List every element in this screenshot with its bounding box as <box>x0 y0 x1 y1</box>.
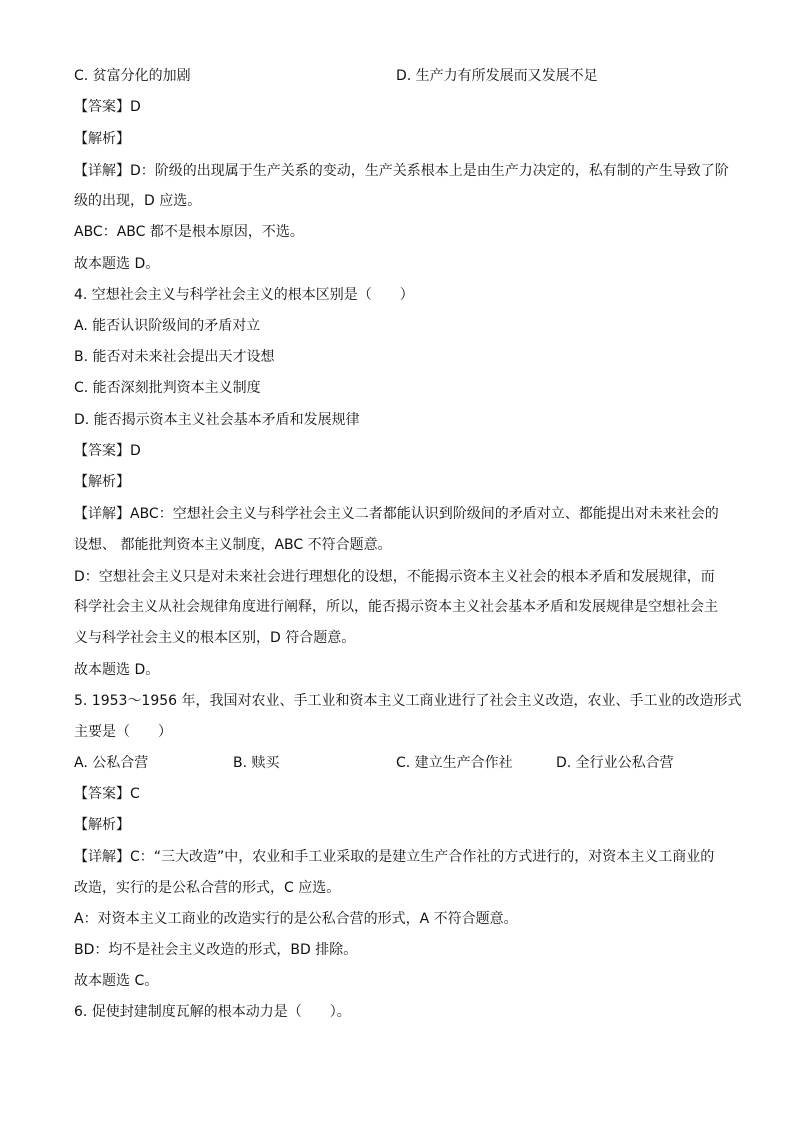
q5-analysis-label: 【解析】 <box>74 817 130 833</box>
q4-analysis-label: 【解析】 <box>74 474 130 490</box>
q4-option-a: A. 能否认识阶级间的矛盾对立 <box>74 318 261 334</box>
q5-answer: 【答案】C <box>74 786 140 802</box>
q5-detail-line-2: 改造，实行的是公私合营的形式，C 应选。 <box>74 880 341 896</box>
q5-detail-line-1: 【详解】C：“三大改造”中，农业和手工业采取的是建立生产合作社的方式进行的，对资本主义工商业的 <box>74 849 715 865</box>
q3-conclusion: 故本题选 D。 <box>74 256 160 272</box>
q5-conclusion: 故本题选 C。 <box>74 973 159 989</box>
q5-stem-line-2: 主要是（ ） <box>74 724 172 740</box>
q4-conclusion: 故本题选 D。 <box>74 662 160 678</box>
q3-option-c: C. 贫富分化的加剧 <box>74 68 191 84</box>
q6-stem: 6. 促使封建制度瓦解的根本动力是（ ）。 <box>74 1004 351 1020</box>
q3-detail-line-1: 【详解】D：阶级的出现属于生产关系的变动，生产关系根本上是由生产力决定的，私有制的产生导致了阶 <box>74 163 729 179</box>
q4-stem: 4. 空想社会主义与科学社会主义的根本区别是（ ） <box>74 287 414 303</box>
q4-option-d: D. 能否揭示资本主义社会基本矛盾和发展规律 <box>74 412 360 428</box>
q4-detail-line-2: 设想、 都能批判资本主义制度，ABC 不符合题意。 <box>74 537 392 553</box>
q4-option-c: C. 能否深刻批判资本主义制度 <box>74 380 261 396</box>
q4-detail-line-1: 【详解】ABC：空想社会主义与科学社会主义二者都能认识到阶级间的矛盾对立、都能提出对未来社会的 <box>74 506 719 522</box>
q5-stem-line-1: 5. 1953～1956 年，我国对农业、手工业和资本主义工商业进行了社会主义改造，农业、手工业的改造形式 <box>74 693 742 709</box>
q5-option-d: D. 全行业公私合营 <box>556 755 674 771</box>
q4-option-b: B. 能否对未来社会提出天才设想 <box>74 349 275 365</box>
q3-detail-line-2: 级的出现，D 应选。 <box>74 193 202 209</box>
q5-option-a: A. 公私合营 <box>74 755 149 771</box>
q3-answer: 【答案】D <box>74 99 141 115</box>
q5-detail-line-4: BD：均不是社会主义改造的形式，BD 排除。 <box>74 942 358 958</box>
q4-answer: 【答案】D <box>74 443 141 459</box>
q5-detail-line-3: A：对资本主义工商业的改造实行的是公私合营的形式，A 不符合题意。 <box>74 911 518 927</box>
q5-option-c: C. 建立生产合作社 <box>396 755 513 771</box>
q3-analysis-label: 【解析】 <box>74 131 130 147</box>
q5-option-b: B. 赎买 <box>233 755 280 771</box>
q4-detail-line-4: 科学社会主义从社会规律角度进行阐释，所以，能否揭示资本主义社会基本矛盾和发展规律是空想社会主 <box>74 599 718 615</box>
q3-detail-line-3: ABC：ABC 都不是根本原因，不选。 <box>74 224 304 240</box>
q3-option-d: D. 生产力有所发展而又发展不足 <box>396 68 598 84</box>
q4-detail-line-3: D：空想社会主义只是对未来社会进行理想化的设想，不能揭示资本主义社会的根本矛盾和发展规律，而 <box>74 569 715 585</box>
q4-detail-line-5: 义与科学社会主义的根本区别，D 符合题意。 <box>74 630 356 646</box>
